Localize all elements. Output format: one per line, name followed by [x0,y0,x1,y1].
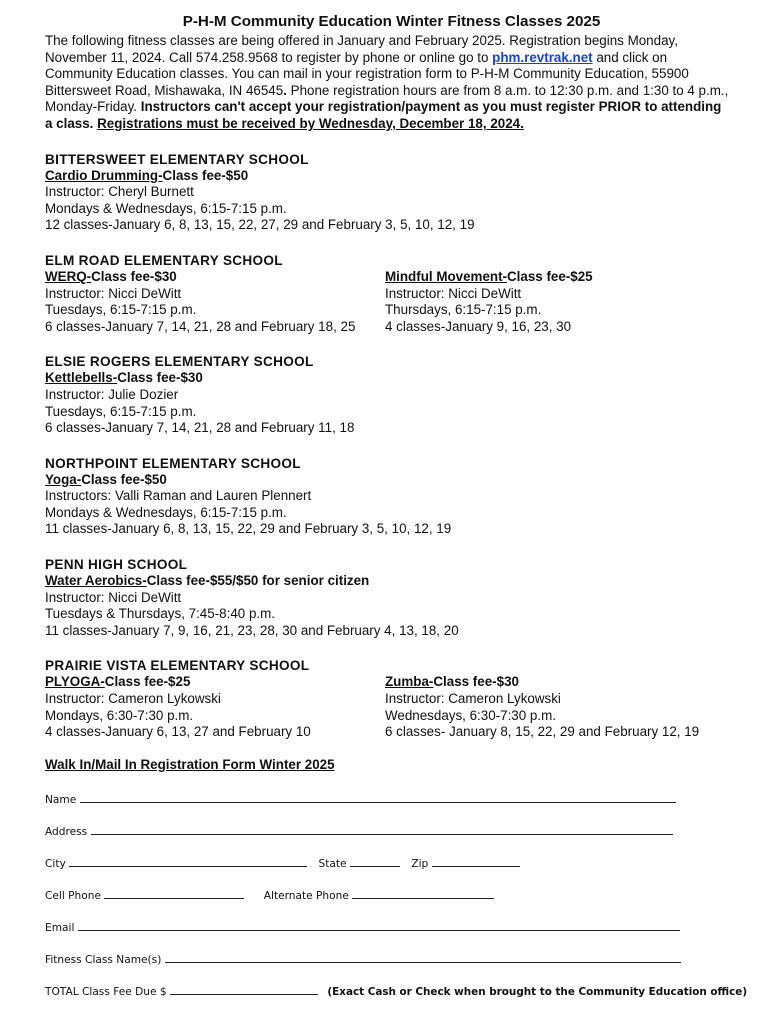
city-line[interactable] [69,857,307,867]
cell-phone-label: Cell Phone [45,890,101,902]
class-dates: 6 classes-January 7, 14, 21, 28 and February 18, 25 [45,318,356,334]
section-northpoint [45,455,730,538]
class-dates: 6 classes-January 7, 14, 21, 28 and February 11, 18 [45,420,355,436]
state-label: State [318,858,347,870]
address-label: Address [45,826,88,838]
total-fee-line[interactable] [170,985,318,995]
class-names-line[interactable] [165,953,681,963]
class-instructor: Instructor: Cheryl Burnett [45,184,194,200]
cell-phone-line[interactable] [104,889,244,899]
zip-label: Zip [411,858,429,870]
class-days: Thursdays, 6:15-7:15 p.m. [385,302,542,318]
class-days: Wednesdays, 6:30-7:30 p.m. [385,707,556,723]
class-instructor: Instructor: Nicci DeWitt [385,285,522,301]
class-block [45,674,385,740]
state-line[interactable] [350,857,400,867]
intro-text-3: Phone registration hours are from 8 a.m. to 12:30 p.m. and 1:30 to 4 p.m., Monday-Friday. [45,82,729,115]
section-bittersweet [45,151,730,234]
intro-bold-notice: Instructors can't accept your registration/payment as you must register PRIOR to attending a class. [45,99,722,131]
class-name: Zumba- [385,674,434,690]
school-heading: NORTHPOINT ELEMENTARY SCHOOL [45,455,301,471]
total-fee-note: (Exact Cash or Check when brought to the Community Education office) [327,986,748,998]
class-block [385,269,730,335]
class-fee: Class fee-$30 [117,370,203,386]
class-fee: Class fee-$25 [507,268,593,284]
page-title: P-H-M Community Education Winter Fitness Classes 2025 [182,13,601,30]
registration-link[interactable]: phm.revtrak.net [492,49,593,65]
class-names-label: Fitness Class Name(s) [45,954,162,966]
class-days: Tuesdays & Thursdays, 7:45-8:40 p.m. [45,606,275,622]
section-prairie-vista [45,657,730,740]
email-label: Email [45,922,75,934]
name-line[interactable] [80,793,676,803]
class-heading [385,269,730,286]
school-heading: BITTERSWEET ELEMENTARY SCHOOL [45,151,309,167]
intro-text-2: and click on Community Education classes. You can mail in your registration form to P-H-M Community Education, 55900 Bittersweet Road, Mishawaka, IN 46545 [45,49,689,98]
email-field[interactable] [45,921,680,935]
class-days: Tuesdays, 6:15-7:15 p.m. [45,302,197,318]
class-heading [385,674,730,691]
section-elsie-rogers [45,353,730,436]
email-line[interactable] [78,921,680,931]
school-heading: ELM ROAD ELEMENTARY SCHOOL [45,252,283,268]
zip-line[interactable] [432,857,520,867]
class-instructor: Instructor: Nicci DeWitt [45,285,182,301]
class-name: Kettlebells- [45,370,118,386]
class-days: Mondays, 6:30-7:30 p.m. [45,707,194,723]
class-dates: 11 classes-January 6, 8, 13, 15, 22, 29 and February 3, 5, 10, 12, 19 [45,521,452,537]
class-name: Water Aerobics- [45,573,147,589]
class-days: Mondays & Wednesdays, 6:15-7:15 p.m. [45,504,287,520]
class-name: WERQ- [45,268,92,284]
registration-form-title: Walk In/Mail In Registration Form Winter 2025 [45,756,335,772]
class-block [385,674,730,740]
class-dates: 12 classes-January 6, 8, 13, 15, 22, 27, 29 and February 3, 5, 10, 12, 19 [45,217,475,233]
class-instructor: Instructor: Nicci DeWitt [45,589,182,605]
class-instructor: Instructors: Valli Raman and Lauren Plennert [45,488,312,504]
class-fee: Class fee-$30 [433,674,519,690]
name-label: Name [45,794,77,806]
class-heading [45,674,385,691]
school-heading: PENN HIGH SCHOOL [45,557,188,573]
class-name: PLYOGA- [45,674,105,690]
class-name: Cardio Drumming- [45,167,163,183]
alternate-phone-line[interactable] [352,889,494,899]
school-heading: ELSIE ROGERS ELEMENTARY SCHOOL [45,354,314,370]
class-name: Mindful Movement- [385,268,507,284]
class-heading [45,269,385,286]
city-state-zip-row [45,857,520,871]
total-fee-row [45,985,747,999]
class-dates: 6 classes- January 8, 15, 22, 29 and February 12, 19 [385,724,700,740]
class-heading [45,472,730,489]
class-instructor: Instructor: Cameron Lykowski [385,691,561,707]
class-fee: Class fee-$30 [91,268,177,284]
class-names-field[interactable] [45,953,681,967]
class-fee: Class fee-$50 [162,167,249,183]
intro-paragraph [45,33,730,133]
intro-deadline: Registrations must be received by Wednesday, December 18, 2024. [97,115,524,131]
class-dates: 4 classes-January 9, 16, 23, 30 [385,318,572,334]
city-label: City [45,858,66,870]
class-block [45,269,385,335]
address-line[interactable] [91,825,673,835]
intro-text-1: The following fitness classes are being offered in January and February 2025. Registration begins Monday, November 11, 2024. Call 574.258.9568 to register by phone or online go to [45,33,678,65]
class-heading [45,168,730,185]
school-heading: PRAIRIE VISTA ELEMENTARY SCHOOL [45,658,310,674]
class-days: Mondays & Wednesdays, 6:15-7:15 p.m. [45,200,287,216]
intro-text-period: . [283,82,287,98]
class-fee: Class fee-$55/$50 for senior citizen [146,573,370,589]
address-field[interactable] [45,825,673,839]
class-dates: 4 classes-January 6, 13, 27 and February 10 [45,724,311,740]
name-field[interactable] [45,793,676,807]
alternate-phone-label: Alternate Phone [263,890,349,902]
class-days: Tuesdays, 6:15-7:15 p.m. [45,403,197,419]
section-penn-high [45,556,730,639]
class-fee: Class fee-$50 [81,471,167,487]
total-fee-label: TOTAL Class Fee Due $ [45,986,167,998]
class-fee: Class fee-$25 [104,674,191,690]
phone-row [45,889,494,903]
class-dates: 11 classes-January 7, 9, 16, 21, 23, 28, 30 and February 4, 13, 18, 20 [45,622,459,638]
class-heading [45,573,730,590]
section-elm-road [45,252,730,335]
class-name: Yoga- [45,471,82,487]
class-instructor: Instructor: Cameron Lykowski [45,691,221,707]
class-instructor: Instructor: Julie Dozier [45,386,179,402]
class-heading [45,370,730,387]
